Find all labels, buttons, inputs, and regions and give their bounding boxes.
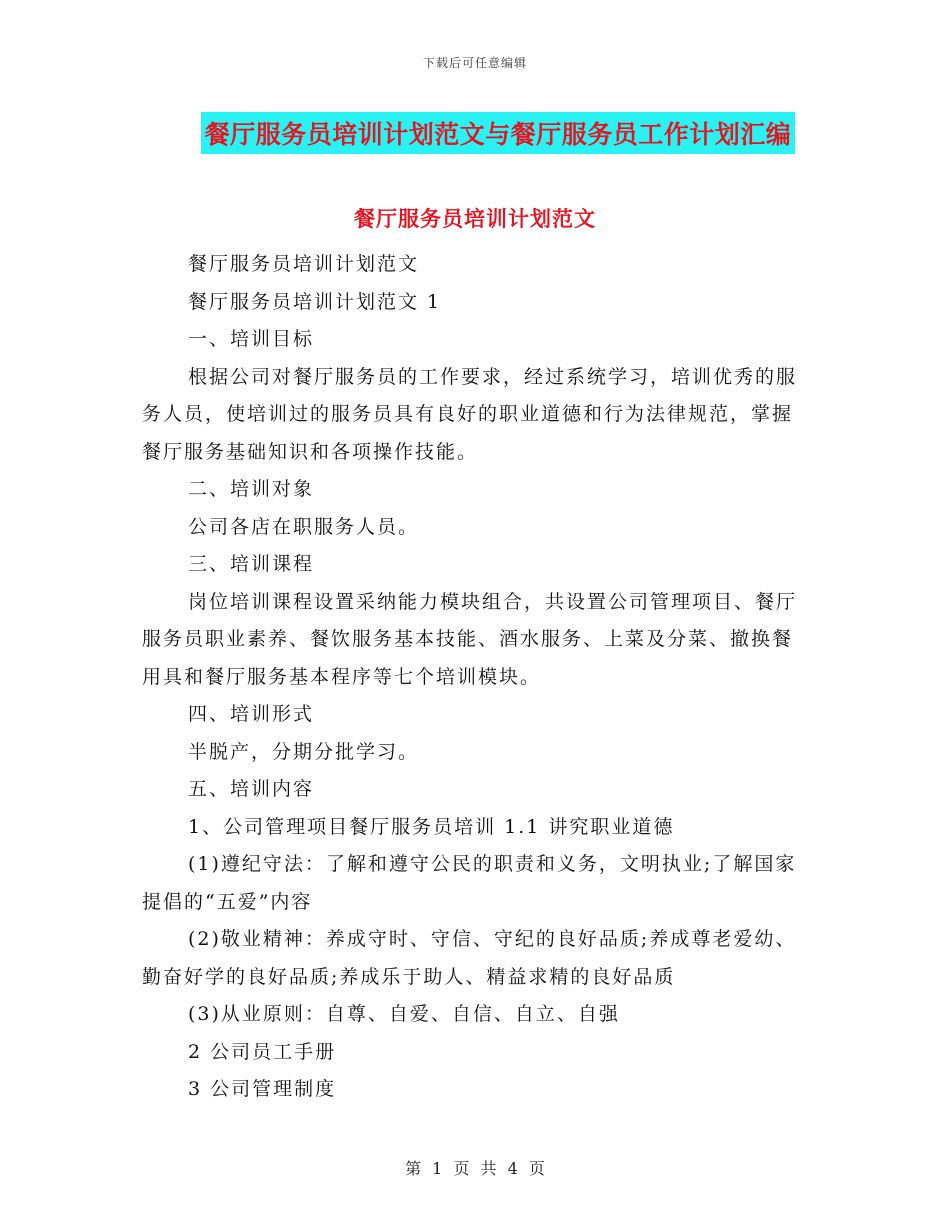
paragraph: 2 公司员工手册: [188, 1040, 337, 1063]
page-header-note: 下载后可任意编辑: [422, 56, 527, 70]
paragraph: 餐厅服务员培训计划范文: [188, 253, 420, 275]
paragraph: (1)遵纪守法：了解和遵守公民的职责和义务，文明执业;了解国家提倡的“五爱”内容: [142, 853, 797, 913]
paragraph: 岗位培训课程设置采纳能力模块组合，共设置公司管理项目、餐厅服务员职业素养、餐饮服务基本技能、酒水服务、上菜及分菜、撤换餐用具和餐厅服务基本程序等七个培训模块。: [142, 590, 798, 688]
paragraph: 公司各店在职服务人员。: [188, 515, 420, 538]
paragraph: 半脱产，分期分批学习。: [188, 740, 420, 763]
heading-training-form: 四、培训形式: [188, 703, 315, 725]
heading-training-target: 二、培训对象: [188, 478, 315, 500]
paragraph: 根据公司对餐厅服务员的工作要求，经过系统学习，培训优秀的服务人员，使培训过的服务员具有良好的职业道德和行为法律规范，掌握餐厅服务基础知识和各项操作技能。: [142, 365, 798, 463]
heading-training-course: 三、培训课程: [188, 553, 315, 575]
document-title-container: [0, 112, 950, 154]
page-footer: 第 1 页 共 4 页: [405, 1159, 545, 1178]
document-title: 餐厅服务员培训计划范文与餐厅服务员工作计划汇编: [201, 112, 796, 154]
paragraph: (3)从业原则：自尊、自爱、自信、自立、自强: [188, 1003, 620, 1025]
section-title: 餐厅服务员培训计划范文: [354, 206, 596, 231]
document-body: [142, 246, 812, 1109]
paragraph: (2)敬业精神：养成守时、守信、守纪的良好品质;养成尊老爱幼、勤奋好学的良好品质;养成乐于助人、精益求精的良好品质: [142, 928, 797, 988]
paragraph: 3 公司管理制度: [188, 1078, 337, 1100]
heading-training-content: 五、培训内容: [188, 778, 315, 800]
paragraph: 餐厅服务员培训计划范文 1: [188, 290, 442, 313]
paragraph: 1、公司管理项目餐厅服务员培训 1.1 讲究职业道德: [188, 815, 675, 838]
heading-training-goal: 一、培训目标: [188, 328, 315, 350]
